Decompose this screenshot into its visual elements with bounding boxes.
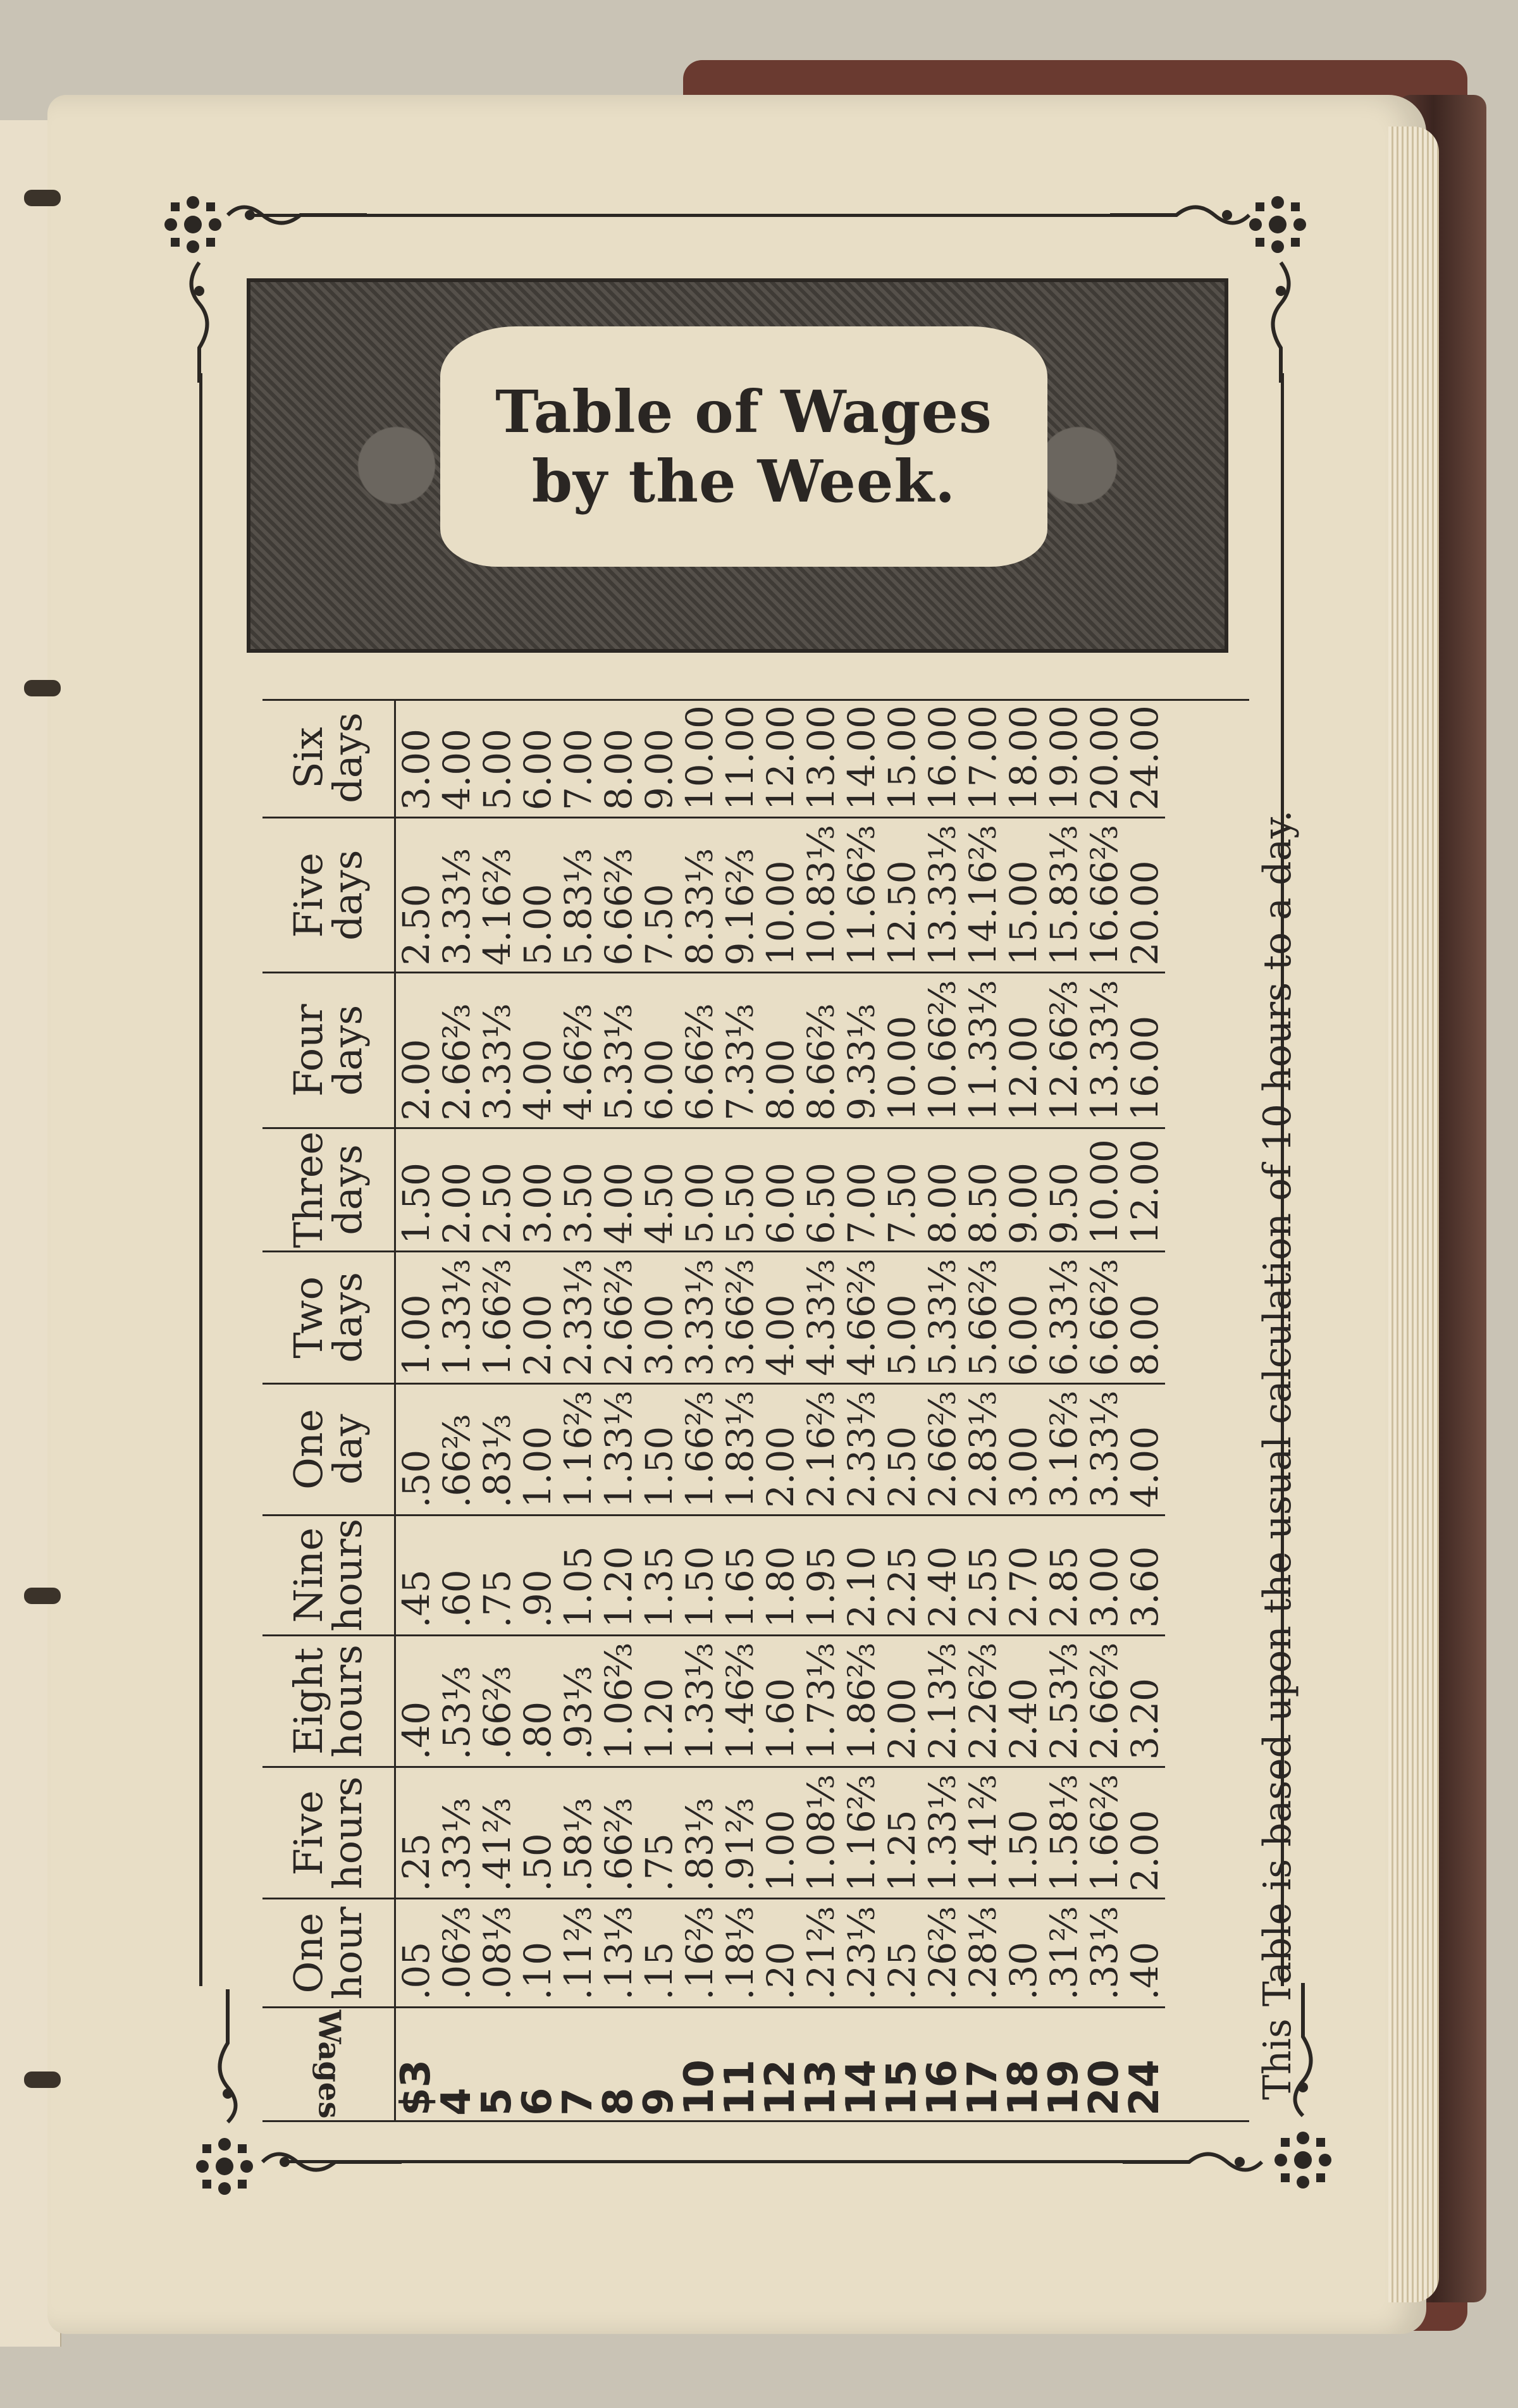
table-cell: 3.33⅓ [679, 1252, 720, 1383]
table-cell: 12.66⅔ [1044, 973, 1084, 1128]
table-cell: 2.00 [395, 973, 437, 1128]
title-plate [247, 278, 1228, 653]
table-cell: 13.33⅓ [1084, 973, 1125, 1128]
table-cell: .15 [639, 1899, 679, 2008]
binding-hole [24, 2071, 61, 2088]
table-cell: 3.00 [639, 1252, 679, 1383]
table-cell: 5.00 [882, 1252, 922, 1383]
table-cell: 1.41⅔ [963, 1767, 1003, 1899]
table-cell: .41⅔ [477, 1767, 517, 1899]
table-cell: 1.83⅓ [720, 1383, 760, 1515]
table-cell: 6.66⅔ [1084, 1252, 1125, 1383]
table-cell: 2.50 [477, 1128, 517, 1251]
table-cell: 3.33⅓ [477, 973, 517, 1128]
wage-cell: 9 [639, 2008, 679, 2122]
table-cell: .11⅔ [558, 1899, 598, 2008]
table-cell: 8.33⅓ [679, 818, 720, 973]
table-cell: 6.50 [801, 1128, 841, 1251]
table-cell: 1.35 [639, 1515, 679, 1635]
table-cell: 1.86⅔ [841, 1635, 882, 1767]
wage-cell: 15 [882, 2008, 922, 2122]
table-cell: 1.33⅓ [922, 1767, 963, 1899]
table-cell: 2.53⅓ [1044, 1635, 1084, 1767]
column-header: Wages [262, 2008, 395, 2122]
table-cell: 2.26⅔ [963, 1635, 1003, 1767]
corner-ornament-icon [190, 2132, 259, 2201]
column-header: Two days [262, 1252, 395, 1383]
table-cell: 3.00 [1084, 1515, 1125, 1635]
table-cell: 10.00 [760, 818, 801, 973]
table-cell: 16.00 [921, 705, 964, 811]
table-cell: .25 [395, 1767, 437, 1899]
table-cell: .08⅓ [477, 1899, 517, 2008]
corner-ornament-icon [158, 190, 228, 259]
table-row [882, 699, 922, 2122]
table-cell: .33⅓ [436, 1767, 477, 1899]
table-cell: 9.00 [1003, 1128, 1044, 1251]
table-header-row [262, 699, 395, 2122]
wage-table-container [262, 699, 1249, 2122]
table-cell: 5.33⅓ [598, 973, 639, 1128]
table-cell: .40 [395, 1635, 437, 1767]
table-cell: 2.66⅔ [436, 973, 477, 1128]
table-cell: .91⅔ [720, 1767, 760, 1899]
table-cell: 1.00 [760, 1767, 801, 1899]
flourish-ornament-icon [1120, 2146, 1265, 2178]
table-cell: 3.20 [1125, 1635, 1165, 1767]
table-cell: 1.66⅔ [679, 1383, 720, 1515]
table-cell: 1.16⅔ [558, 1383, 598, 1515]
table-cell: 6.33⅓ [1044, 1252, 1084, 1383]
table-cell: 2.50 [882, 1383, 922, 1515]
table-cell: 16.66⅔ [1084, 818, 1125, 973]
table-cell: 1.06⅔ [598, 1635, 639, 1767]
table-cell: 18.00 [1002, 705, 1045, 811]
table-cell: 12.00 [759, 705, 802, 811]
table-cell: 1.46⅔ [720, 1635, 760, 1767]
table-cell: 1.66⅔ [477, 1252, 517, 1383]
table-cell: .60 [436, 1515, 477, 1635]
frame-top-rule [250, 214, 1138, 217]
table-cell: .13⅓ [598, 1899, 639, 2008]
corner-ornament-icon [1268, 2125, 1338, 2195]
table-cell: 2.55 [963, 1515, 1003, 1635]
frame-bottom-rule [281, 2160, 1129, 2163]
column-header: Three days [262, 1128, 395, 1251]
table-cell: 12.00 [1003, 973, 1044, 1128]
table-cell: 7.00 [841, 1128, 882, 1251]
table-cell: 13.33⅓ [922, 818, 963, 973]
table-cell: 2.00 [436, 1128, 477, 1251]
table-cell: .45 [395, 1515, 437, 1635]
table-cell: .26⅔ [922, 1899, 963, 2008]
table-cell: 2.25 [882, 1515, 922, 1635]
table-cell: 5.83⅓ [558, 818, 598, 973]
table-cell: .50 [395, 1383, 437, 1515]
table-row [436, 699, 477, 2122]
table-cell: 1.50 [679, 1515, 720, 1635]
table-cell: 1.60 [760, 1635, 801, 1767]
wage-cell: 19 [1044, 2008, 1084, 2122]
table-cell: .21⅔ [801, 1899, 841, 2008]
column-header: Nine hours [262, 1515, 395, 1635]
page-title-line-2: by the Week. [531, 447, 956, 516]
table-cell: .18⅓ [720, 1899, 760, 2008]
table-row [801, 699, 841, 2122]
table-cell: 3.60 [1125, 1515, 1165, 1635]
wage-cell: 12 [760, 2008, 801, 2122]
table-cell: 2.66⅔ [922, 1383, 963, 1515]
corner-ornament-icon [1243, 190, 1312, 259]
table-cell: .23⅓ [841, 1899, 882, 2008]
frame-left-rule [199, 373, 202, 1986]
table-cell: 1.08⅓ [801, 1767, 841, 1899]
wage-cell: 13 [801, 2008, 841, 2122]
wage-cell: 6 [517, 2008, 558, 2122]
table-cell: 6.66⅔ [598, 818, 639, 973]
table-cell: 2.00 [517, 1252, 558, 1383]
column-header: One hour [262, 1899, 395, 2008]
flourish-ornament-icon [1262, 259, 1300, 386]
table-cell: 1.73⅓ [801, 1635, 841, 1767]
table-cell: 9.33⅓ [841, 973, 882, 1128]
wage-cell: 18 [1003, 2008, 1044, 2122]
table-cell: 2.16⅔ [801, 1383, 841, 1515]
table-cell: 1.50 [1003, 1767, 1044, 1899]
table-cell: .75 [639, 1767, 679, 1899]
table-row [477, 699, 517, 2122]
page-title-line-1: Table of Wages [495, 377, 992, 446]
table-cell: 1.33⅓ [679, 1635, 720, 1767]
table-cell: .58⅓ [558, 1767, 598, 1899]
flourish-ornament-icon [209, 1986, 247, 2125]
table-cell: 6.00 [760, 1128, 801, 1251]
table-cell: .66⅔ [598, 1767, 639, 1899]
binding-hole [24, 680, 61, 696]
table-row [558, 699, 598, 2122]
table-cell: .20 [760, 1899, 801, 2008]
table-cell: .16⅔ [679, 1899, 720, 2008]
table-row [963, 699, 1003, 2122]
table-cell: 5.00 [679, 1128, 720, 1251]
table-cell: 4.33⅓ [801, 1252, 841, 1383]
table-cell: 10.00 [678, 705, 721, 811]
table-cell: 7.33⅓ [720, 973, 760, 1128]
table-cell: 4.00 [1125, 1383, 1165, 1515]
table-cell: 11.33⅓ [963, 973, 1003, 1128]
table-cell: 12.00 [1125, 1128, 1165, 1251]
wage-cell: 17 [963, 2008, 1003, 2122]
wage-table [262, 699, 1168, 2122]
table-cell: 9.16⅔ [720, 818, 760, 973]
table-cell: .66⅔ [477, 1635, 517, 1767]
table-cell: 3.16⅔ [1044, 1383, 1084, 1515]
table-row [1044, 699, 1084, 2122]
table-cell: 19.00 [1042, 705, 1085, 811]
table-cell: .75 [477, 1515, 517, 1635]
table-cell: 2.83⅓ [963, 1383, 1003, 1515]
table-cell: 6.00 [516, 729, 559, 811]
table-cell: 14.16⅔ [963, 818, 1003, 973]
table-row [922, 699, 963, 2122]
table-cell: 3.33⅓ [1084, 1383, 1125, 1515]
binding-hole [24, 1588, 61, 1604]
table-cell: 1.80 [760, 1515, 801, 1635]
wage-table-body [395, 699, 1166, 2122]
table-cell: 1.25 [882, 1767, 922, 1899]
table-cell: 8.00 [1125, 1252, 1165, 1383]
table-cell: 2.13⅓ [922, 1635, 963, 1767]
page-stack-edges [1388, 127, 1439, 2302]
table-cell: 4.66⅔ [841, 1252, 882, 1383]
table-row [395, 699, 437, 2122]
wage-cell: 10 [679, 2008, 720, 2122]
table-cell: 1.20 [639, 1635, 679, 1767]
table-cell: 7.50 [639, 818, 679, 973]
table-cell: 15.00 [1003, 818, 1044, 973]
table-cell: .53⅓ [436, 1635, 477, 1767]
table-cell: .80 [517, 1635, 558, 1767]
table-cell: 8.00 [760, 973, 801, 1128]
table-cell: 6.66⅔ [679, 973, 720, 1128]
wage-cell: 11 [720, 2008, 760, 2122]
table-cell: 1.33⅓ [436, 1252, 477, 1383]
table-cell: .83⅓ [679, 1767, 720, 1899]
table-cell: 4.16⅔ [477, 818, 517, 973]
table-row [1125, 699, 1165, 2122]
table-cell: 6.00 [639, 973, 679, 1128]
table-cell: 4.00 [435, 729, 478, 811]
table-cell: 3.33⅓ [436, 818, 477, 973]
table-cell: 1.65 [720, 1515, 760, 1635]
table-cell: 2.33⅓ [841, 1383, 882, 1515]
table-cell: 16.00 [1125, 973, 1165, 1128]
table-cell: 2.50 [395, 818, 437, 973]
table-cell: .50 [517, 1767, 558, 1899]
table-cell: 10.00 [1084, 1128, 1125, 1251]
table-cell: 1.05 [558, 1515, 598, 1635]
table-cell: 5.50 [720, 1128, 760, 1251]
table-cell: 3.50 [558, 1128, 598, 1251]
flourish-ornament-icon [1107, 199, 1252, 231]
table-row [639, 699, 679, 2122]
table-cell: 5.00 [517, 818, 558, 973]
table-cell: 14.00 [840, 705, 883, 811]
table-cell: .93⅓ [558, 1635, 598, 1767]
column-header: Eight hours [262, 1635, 395, 1767]
column-header: One day [262, 1383, 395, 1515]
table-cell: 2.66⅔ [598, 1252, 639, 1383]
table-row [598, 699, 639, 2122]
table-cell: 11.66⅔ [841, 818, 882, 973]
table-cell: 2.00 [882, 1635, 922, 1767]
binding-hole [24, 190, 61, 206]
table-cell: 2.00 [1125, 1767, 1165, 1899]
table-cell: 1.33⅓ [598, 1383, 639, 1515]
table-cell: .90 [517, 1515, 558, 1635]
table-cell: 4.00 [760, 1252, 801, 1383]
wage-cell: 7 [558, 2008, 598, 2122]
table-cell: 9.50 [1044, 1128, 1084, 1251]
table-row [679, 699, 720, 2122]
wage-cell: 4 [436, 2008, 477, 2122]
table-cell: 15.00 [880, 705, 923, 811]
table-cell: 8.66⅔ [801, 973, 841, 1128]
table-cell: 5.00 [476, 729, 519, 811]
table-cell: 5.66⅔ [963, 1252, 1003, 1383]
table-cell: 1.58⅓ [1044, 1767, 1084, 1899]
table-cell: 2.66⅔ [1084, 1635, 1125, 1767]
table-cell: 9.00 [638, 729, 681, 811]
table-cell: 7.00 [557, 729, 600, 811]
table-cell: 2.33⅓ [558, 1252, 598, 1383]
table-cell: 1.95 [801, 1515, 841, 1635]
table-cell: 13.00 [799, 705, 842, 811]
table-cell: 2.00 [760, 1383, 801, 1515]
table-cell: 7.50 [882, 1128, 922, 1251]
table-cell: .28⅓ [963, 1899, 1003, 2008]
table-row [720, 699, 760, 2122]
wage-cell: 20 [1084, 2008, 1125, 2122]
wage-cell: 8 [598, 2008, 639, 2122]
table-cell: 5.33⅓ [922, 1252, 963, 1383]
table-cell: 17.00 [961, 705, 1004, 811]
table-cell: 11.00 [719, 705, 762, 811]
table-cell: 2.40 [1003, 1635, 1044, 1767]
wage-cell: 16 [922, 2008, 963, 2122]
table-cell: 15.83⅓ [1044, 818, 1084, 973]
table-cell: 20.00 [1125, 818, 1165, 973]
table-cell: .30 [1003, 1899, 1044, 2008]
table-row [517, 699, 558, 2122]
table-cell: 1.50 [639, 1383, 679, 1515]
table-cell: 1.16⅔ [841, 1767, 882, 1899]
table-cell: 10.83⅓ [801, 818, 841, 973]
column-header: Four days [262, 973, 395, 1128]
table-cell: 4.66⅔ [558, 973, 598, 1128]
column-header: Five days [262, 818, 395, 973]
wage-cell: 24 [1125, 2008, 1165, 2122]
table-cell: 1.00 [395, 1252, 437, 1383]
table-cell: 4.00 [598, 1128, 639, 1251]
table-row [1003, 699, 1044, 2122]
table-cell: 3.00 [1003, 1383, 1044, 1515]
table-cell: 8.00 [922, 1128, 963, 1251]
table-cell: 2.70 [1003, 1515, 1044, 1635]
title-cartouche [440, 326, 1047, 567]
table-cell: 3.00 [395, 729, 438, 811]
flourish-ornament-icon [180, 259, 218, 386]
wage-cell: $3 [395, 2008, 437, 2122]
table-footnote: This Table is based upon the usual calculation of 10 hours to a day. [1256, 810, 1300, 2100]
table-cell: 3.66⅔ [720, 1252, 760, 1383]
table-cell: 4.50 [639, 1128, 679, 1251]
table-cell: .40 [1125, 1899, 1165, 2008]
table-cell: 8.50 [963, 1128, 1003, 1251]
table-cell: 12.50 [882, 818, 922, 973]
table-cell: 1.20 [598, 1515, 639, 1635]
table-cell: 8.00 [597, 729, 640, 811]
table-row [841, 699, 882, 2122]
table-cell: .83⅓ [477, 1383, 517, 1515]
flourish-ornament-icon [225, 199, 370, 231]
table-cell: .25 [882, 1899, 922, 2008]
wage-cell: 5 [477, 2008, 517, 2122]
column-header: Six days [262, 699, 395, 818]
table-cell: .66⅔ [436, 1383, 477, 1515]
table-row [1084, 699, 1125, 2122]
table-cell: 4.00 [517, 973, 558, 1128]
table-cell: 20.00 [1083, 705, 1126, 811]
table-cell: 2.85 [1044, 1515, 1084, 1635]
table-cell: 10.00 [882, 973, 922, 1128]
table-cell: 2.40 [922, 1515, 963, 1635]
table-cell: .33⅓ [1084, 1899, 1125, 2008]
table-cell: 3.00 [517, 1128, 558, 1251]
table-cell: 24.00 [1123, 705, 1166, 811]
table-cell: 2.10 [841, 1515, 882, 1635]
table-cell: 1.50 [395, 1128, 437, 1251]
table-cell: 6.00 [1003, 1252, 1044, 1383]
wage-cell: 14 [841, 2008, 882, 2122]
flourish-ornament-icon [259, 2146, 405, 2178]
table-cell: .10 [517, 1899, 558, 2008]
table-cell: .31⅔ [1044, 1899, 1084, 2008]
table-cell: .06⅔ [436, 1899, 477, 2008]
table-cell: 1.66⅔ [1084, 1767, 1125, 1899]
column-header: Five hours [262, 1767, 395, 1899]
table-cell: .05 [395, 1899, 437, 2008]
table-cell: 10.66⅔ [922, 973, 963, 1128]
table-row [760, 699, 801, 2122]
table-cell: 1.00 [517, 1383, 558, 1515]
